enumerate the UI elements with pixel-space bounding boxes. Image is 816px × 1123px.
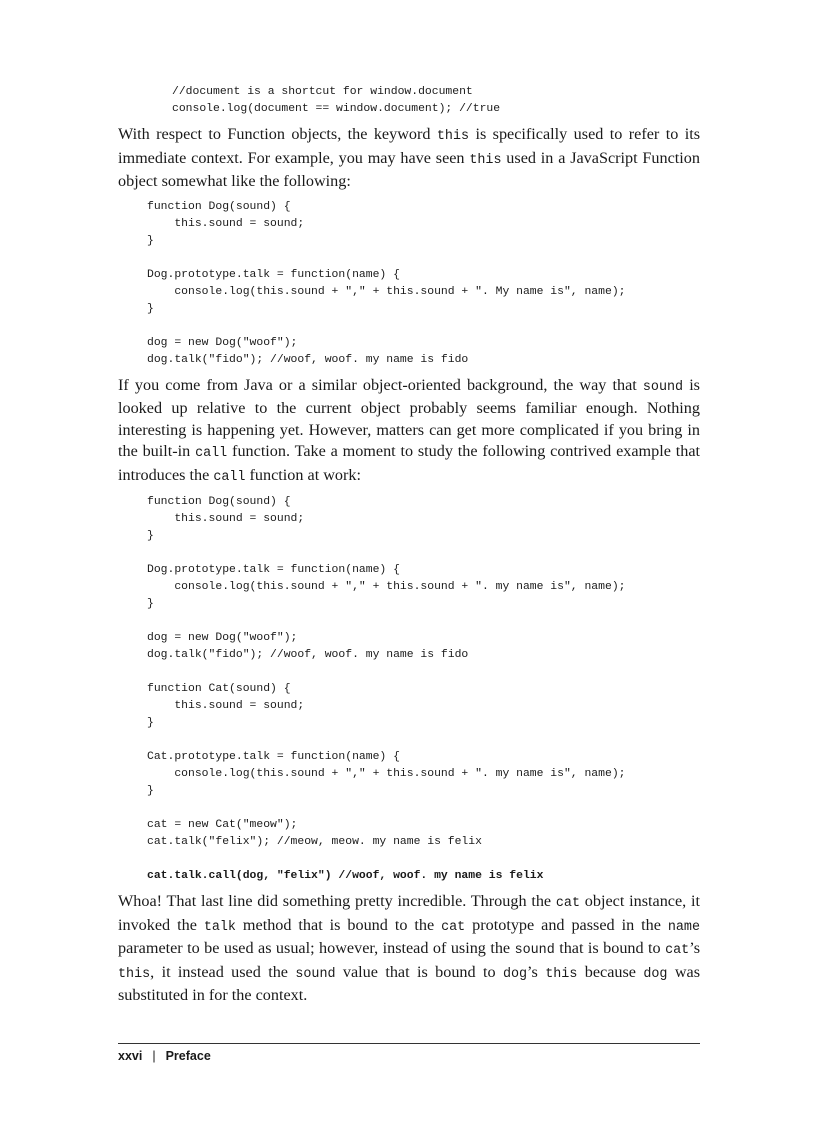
- code-block-dog-cat-example: function Dog(sound) { this.sound = sound; } Dog.prototype.talk = function(name) { console.log(this.sound + "," + this.sound + ". my name is", name); } dog = new Dog("woof"); dog.talk("fido"); //woof, woof. my name is fido function Cat(sound) { this.sound = sound; } Cat.prototype.talk = function(name) { console.log(this.sound + "," + this.sound + ". my name is", name); } cat = new Cat("meow"); cat.talk("felix"); //meow, meow. my name is felix: [147, 496, 626, 848]
- paragraph-this-keyword: [118, 124, 700, 193]
- code-spacer: [118, 851, 700, 868]
- text-run: value that is bound to: [335, 962, 503, 981]
- inline-code: this: [436, 129, 470, 144]
- paragraph-call-explanation: [118, 891, 700, 1007]
- inline-code: cat: [665, 943, 690, 958]
- text-run: is looked up relative to the current object probably seems familiar enough. Nothing interesting is happening yet. However, matters can get more complicated if you bring in the built-in: [118, 375, 700, 460]
- inline-code: dog: [502, 966, 528, 982]
- inline-code: dog: [643, 966, 668, 982]
- text-run: used in a JavaScript Function object somewhat like the following:: [118, 148, 700, 190]
- text-run: ’s: [689, 939, 700, 957]
- code-block-window-document: [118, 84, 700, 118]
- inline-code: call: [195, 446, 228, 461]
- text-run: object instance, it invoked the: [118, 892, 700, 934]
- inline-code: cat: [555, 896, 580, 911]
- text-run: because: [577, 962, 644, 981]
- inline-code: this: [469, 152, 502, 168]
- inline-code: this: [545, 966, 578, 982]
- inline-code: sound: [642, 379, 684, 395]
- paragraph-call-intro: [118, 375, 700, 489]
- page-footer: [118, 1043, 700, 1063]
- text-run: parameter to be used as usual; however, instead of using the: [118, 939, 515, 957]
- inline-code: this: [118, 966, 151, 982]
- text-run: function. Take a moment to study the following contrived example that introduces the: [118, 442, 700, 484]
- text-run: that is bound to: [554, 939, 666, 957]
- inline-code: call: [213, 469, 246, 485]
- text-run: ’s: [527, 962, 546, 981]
- text-run: If you come from Java or a similar object-oriented background, the way that: [118, 375, 643, 394]
- text-run: Whoa! That last line did something pretty incredible. Through the: [118, 892, 556, 910]
- text-run: was substituted in for the context.: [118, 962, 700, 1004]
- inline-code: name: [667, 919, 700, 935]
- page-body: [118, 84, 700, 1013]
- inline-code: sound: [514, 943, 555, 958]
- text-run: function at work:: [245, 465, 362, 484]
- text-run: prototype and passed in the: [465, 915, 668, 934]
- inline-code: talk: [203, 919, 236, 935]
- footer-separator: |: [152, 1049, 156, 1063]
- page-number: xxvi: [118, 1049, 143, 1063]
- text-run: , it instead used the: [150, 962, 296, 981]
- code-line-call-highlight: cat.talk.call(dog, "felix") //woof, woof. my name is felix: [147, 870, 544, 882]
- text-run: is specifically used to refer to its immediate context. For example, you may have seen: [118, 125, 700, 167]
- code-block-dog-example: function Dog(sound) { this.sound = sound; } Dog.prototype.talk = function(name) { console.log(this.sound + "," + this.sound + ". My name is", name); } dog = new Dog("woof"); dog.talk("fido"); //woof, woof. my name is fido: [147, 200, 626, 366]
- inline-code: cat: [441, 919, 466, 935]
- inline-code: sound: [295, 966, 336, 982]
- code-line: //document is a shortcut for window.document: [172, 86, 473, 98]
- text-run: method that is bound to the: [235, 915, 442, 934]
- text-run: With respect to Function objects, the keyword: [118, 125, 437, 143]
- section-title: Preface: [165, 1049, 211, 1063]
- code-line: console.log(document == window.document); //true: [172, 103, 501, 115]
